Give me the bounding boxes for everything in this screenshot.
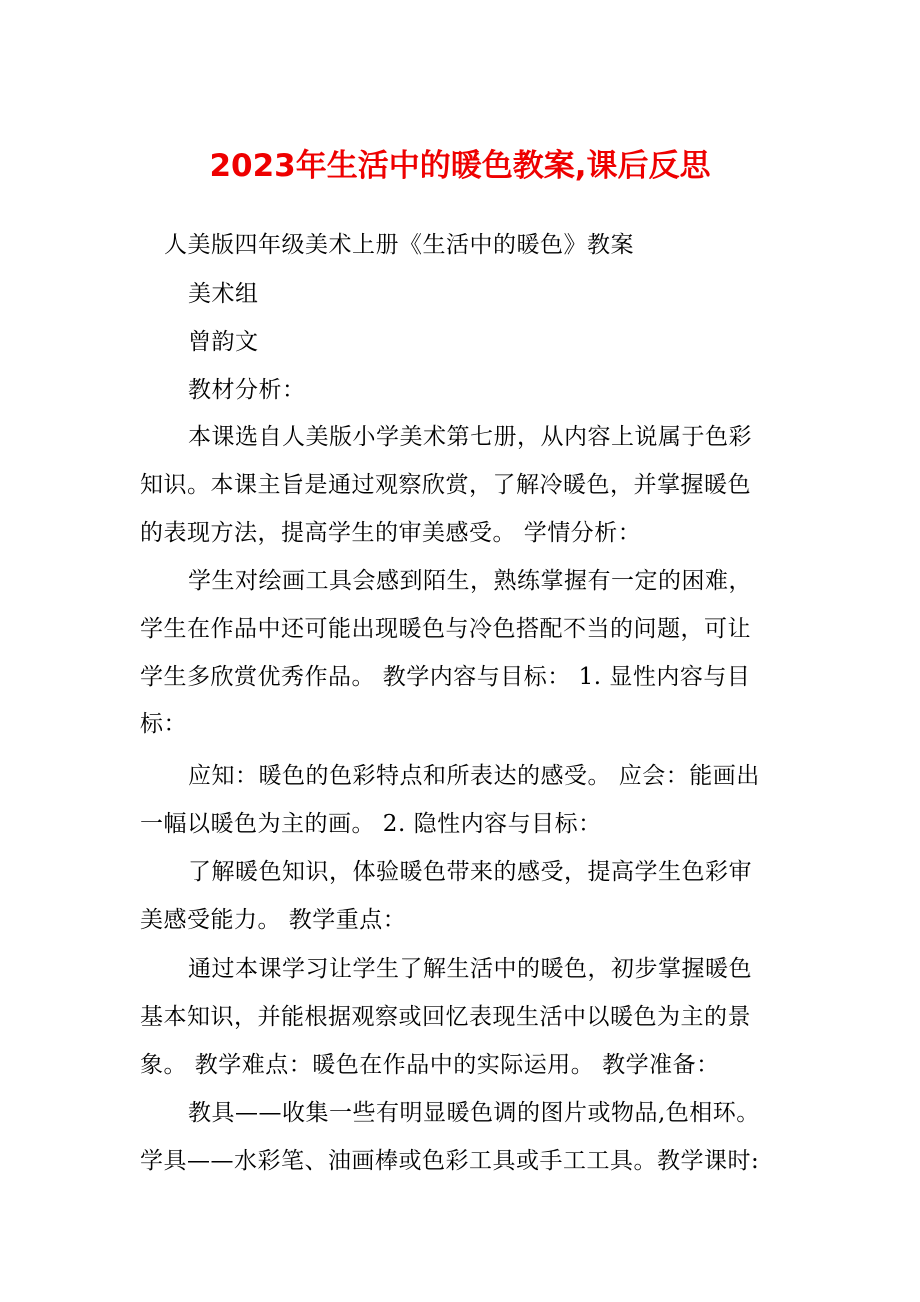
text-line: 教具——收集一些有明显暖色调的图片或物品,色相环。 [188,1100,760,1126]
text-line: 了解暖色知识，体验暖色带来的感受，提高学生色彩审 [188,859,752,885]
text-line: 学具——水彩笔、油画棒或色彩工具或手工工具。教学课时: [140,1147,760,1174]
body-paragraph [140,1090,795,1186]
body-paragraph [140,753,795,849]
text-line: 教材分析： [188,376,306,403]
text-line: 学生对绘画工具会感到陌生，熟练掌握有一定的困难， [188,568,752,594]
text-line: 人美版四年级美术上册《生活中的暖色》教案 [164,232,634,258]
text-line: 美感受能力。 教学重点： [140,906,407,933]
text-line: 学生多欣赏优秀作品。 教学内容与目标： 1. 显性内容与目 [140,663,751,690]
text-line: 标： [140,711,187,738]
text-line: 知识。本课主旨是通过观察欣赏，了解冷暖色，并掌握暖色 [140,471,751,498]
text-line: 象。 教学难点：暖色在作品中的实际运用。 教学准备： [140,1051,720,1078]
text-line: 的表现方法，提高学生的审美感受。 学情分析： [140,519,642,546]
text-line: 学生在作品中还可能出现暖色与冷色搭配不当的问题，可让 [140,615,751,642]
document-title: 2023年生活中的暖色教案,课后反思 [209,148,711,184]
text-line: 应知：暖色的色彩特点和所表达的感受。 应会：能画出 [188,763,760,789]
body-paragraph [140,946,795,1089]
author-group [188,271,843,414]
text-line: 美术组 [188,281,259,307]
body-paragraph [140,558,795,749]
body-paragraph [140,414,795,557]
text-line: 曾韵文 [188,328,259,355]
text-line: 本课选自人美版小学美术第七册，从内容上说属于色彩 [188,424,752,450]
text-line: 一幅以暖色为主的画。 2. 隐性内容与目标： [140,810,602,837]
subtitle-line [164,222,819,270]
body-paragraph [140,849,795,945]
text-line: 通过本课学习让学生了解生活中的暖色，初步掌握暖色 [188,956,752,982]
text-line: 基本知识，并能根据观察或回忆表现生活中以暖色为主的景 [140,1003,751,1030]
